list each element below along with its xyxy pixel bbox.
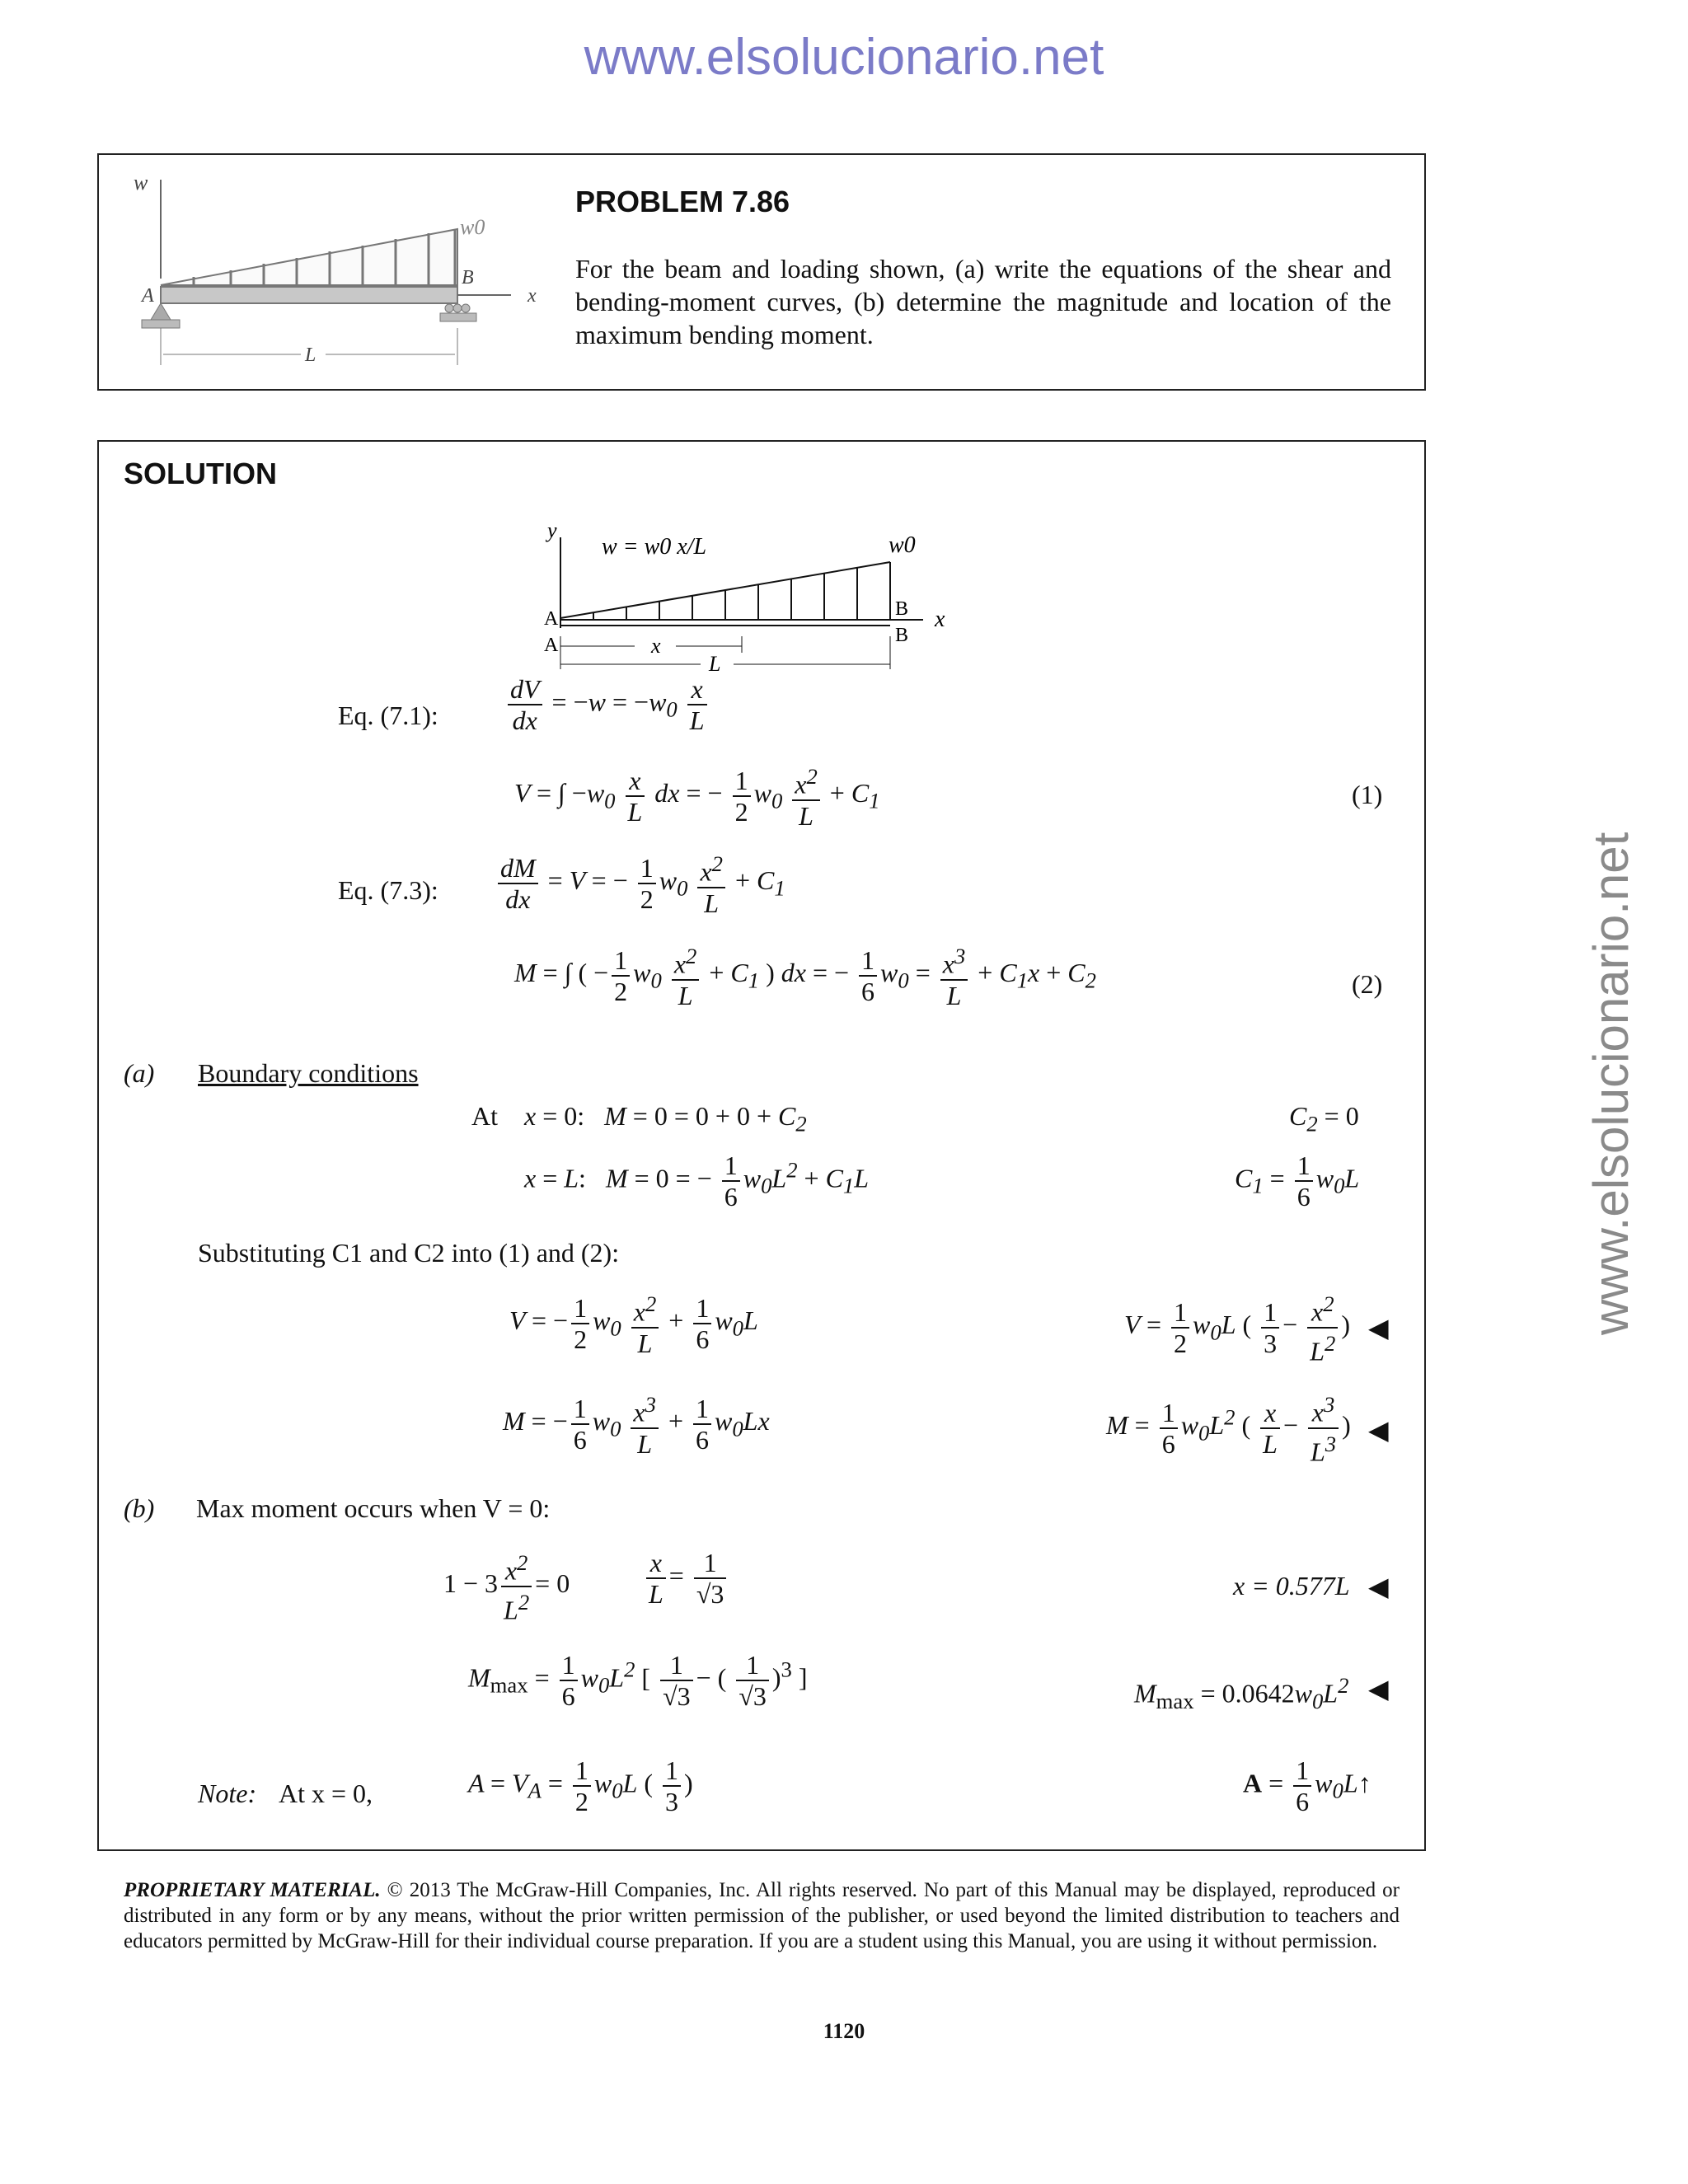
at-label: At <box>471 1101 498 1131</box>
part-a-label: (a) <box>124 1058 155 1088</box>
footer-bold: PROPRIETARY MATERIAL. <box>124 1879 381 1901</box>
solution-box <box>97 440 1426 1851</box>
substituting-text: Substituting C1 and C2 into (1) and (2): <box>198 1238 620 1268</box>
bc2: x = L: M = 0 = − $\frac{1}{6}$ $w_0L^2 + C_1L$ <box>524 1151 870 1212</box>
fig-label-b: B <box>462 267 474 288</box>
part-b-label: (b) <box>124 1493 155 1523</box>
sk-label-b2: B <box>895 625 909 646</box>
eq73-label: Eq. (7.3): <box>338 875 438 905</box>
mmax-expression: $M_{max}$ = $\frac{1}{6}$ $w_0L^2$ [ $\frac{1}{√3}$ − ( $\frac{1}{√3}$ )$^3$ ] <box>468 1650 808 1711</box>
eq71: $\frac{dV}{dx}$ = $-w = -w_0$ $\frac{x}{L}$ <box>504 674 710 735</box>
watermark-top: www.elsolucionario.net <box>584 29 1104 86</box>
answer-marker: ◀ <box>1368 1674 1389 1704</box>
solution-title: SOLUTION <box>124 457 277 490</box>
note-result: A = $\frac{1}{6}$ $w_0L↑$ <box>1243 1755 1372 1816</box>
beam-figure <box>99 155 537 386</box>
footer <box>124 1877 1400 1954</box>
m-expression: M = − $\frac{1}{6}$ $w_0$ $\frac{x^3}{L}$ + $\frac{1}{6}$ $w_0Lx$ <box>503 1390 770 1459</box>
eq-m-integral: M = ∫ ( − $\frac{1}{2}$ $w_0$ $\frac{x^2}{L}$ + $C_1$ ) dx = − $\frac{1}{6}$ $w_0$ = $\frac{x^3}{L}$ + $C_1x + C_2$ <box>514 941 1096 1010</box>
bc1: x = 0: $M = 0 = 0 + 0 + C_2$ <box>524 1101 807 1137</box>
x-over-l-eq: $\frac{x}{L}$ = $\frac{1}{√3}$ <box>643 1548 729 1609</box>
note-label: Note: <box>198 1779 257 1808</box>
fig-label-a: A <box>142 285 154 307</box>
fig-label-w0: w0 <box>460 215 485 239</box>
answer-marker: ◀ <box>1368 1415 1389 1445</box>
sk-label-x: x <box>935 607 945 632</box>
sk-label-l: L <box>709 652 721 676</box>
problem-text: For the beam and loading shown, (a) write the equations of the shear and bending-moment curves, (b) determine the magnitude and location of the maximum bending moment. <box>575 254 1391 349</box>
problem-title: PROBLEM 7.86 <box>575 185 790 218</box>
solution-sketch <box>536 513 997 677</box>
eq71-label: Eq. (7.1): <box>338 701 438 730</box>
fig-label-w: w <box>134 171 148 194</box>
v-zero-eq: 1 − 3 $\frac{x^2}{L^2}$ = 0 <box>443 1548 570 1624</box>
v-result: V = $\frac{1}{2}$ $w_0L$ ( $\frac{1}{3}$ − $\frac{x^2}{L^2}$ ) <box>1124 1289 1350 1366</box>
boundary-heading: Boundary conditions <box>198 1058 419 1088</box>
problem-box <box>97 153 1426 391</box>
sk-label-a2: A <box>544 635 559 656</box>
sk-label-b1: B <box>895 598 909 620</box>
bc1-result: $C_2 = 0$ <box>1289 1101 1359 1137</box>
sk-label-load: w = w0 x/L <box>602 534 707 560</box>
max-moment-text: Max moment occurs when V = 0: <box>196 1493 551 1523</box>
bc2-result: $C_1$ = $\frac{1}{6}$ $w_0L$ <box>1235 1151 1360 1212</box>
sk-label-w0: w0 <box>889 532 916 558</box>
page-number: 1120 <box>823 2019 865 2043</box>
footer-text: © 2013 The McGraw-Hill Companies, Inc. All rights reserved. No part of this Manual may be displayed, reproduced or distributed in any form or by any means, without the prior written permission of the publisher, or used beyond the limited distribution to teachers and educators permitted by McGraw-Hill for their individual course preparation. If you are a student using this Manual, you are using it without permission. <box>124 1879 1400 1952</box>
v-expression: V = − $\frac{1}{2}$ $w_0$ $\frac{x^2}{L}$ + $\frac{1}{6}$ $w_0L$ <box>509 1289 758 1358</box>
eq2-number: (2) <box>1352 969 1383 999</box>
mmax-result: $M_{max} = 0.0642w_0L^2$ <box>1134 1673 1349 1714</box>
eq73: $\frac{dM}{dx}$ = V = − $\frac{1}{2}$ $w_0$ $\frac{x^2}{L}$ + $C_1$ <box>495 849 785 918</box>
mmax-value: 0.0642 <box>1221 1678 1295 1708</box>
sk-label-xdim: x <box>651 634 661 658</box>
answer-marker: ◀ <box>1368 1572 1389 1601</box>
note-at: At x = 0, <box>279 1779 373 1808</box>
eq-v-integral: V = ∫ $-w_0$ $\frac{x}{L}$ dx = − $\frac{1}{2}$ $w_0$ $\frac{x^2}{L}$ + $C_1$ <box>514 762 880 831</box>
sk-label-a1: A <box>544 608 559 630</box>
note-eq: $A = V_A$ = $\frac{1}{2}$ $w_0L$ ( $\frac{1}{3}$ ) <box>468 1755 693 1816</box>
fig-label-l: L <box>305 344 316 366</box>
sk-label-y: y <box>547 518 557 542</box>
fig-label-x: x <box>528 285 537 307</box>
watermark-side: www.elsolucionario.net <box>1583 832 1639 1335</box>
m-result: M = $\frac{1}{6}$ $w_0L^2$ ( $\frac{x}{L}$ − $\frac{x^3}{L^3}$ ) <box>1106 1390 1351 1466</box>
x-result: x = 0.577L <box>1233 1571 1350 1601</box>
eq1-number: (1) <box>1352 780 1383 809</box>
answer-marker: ◀ <box>1368 1313 1389 1343</box>
